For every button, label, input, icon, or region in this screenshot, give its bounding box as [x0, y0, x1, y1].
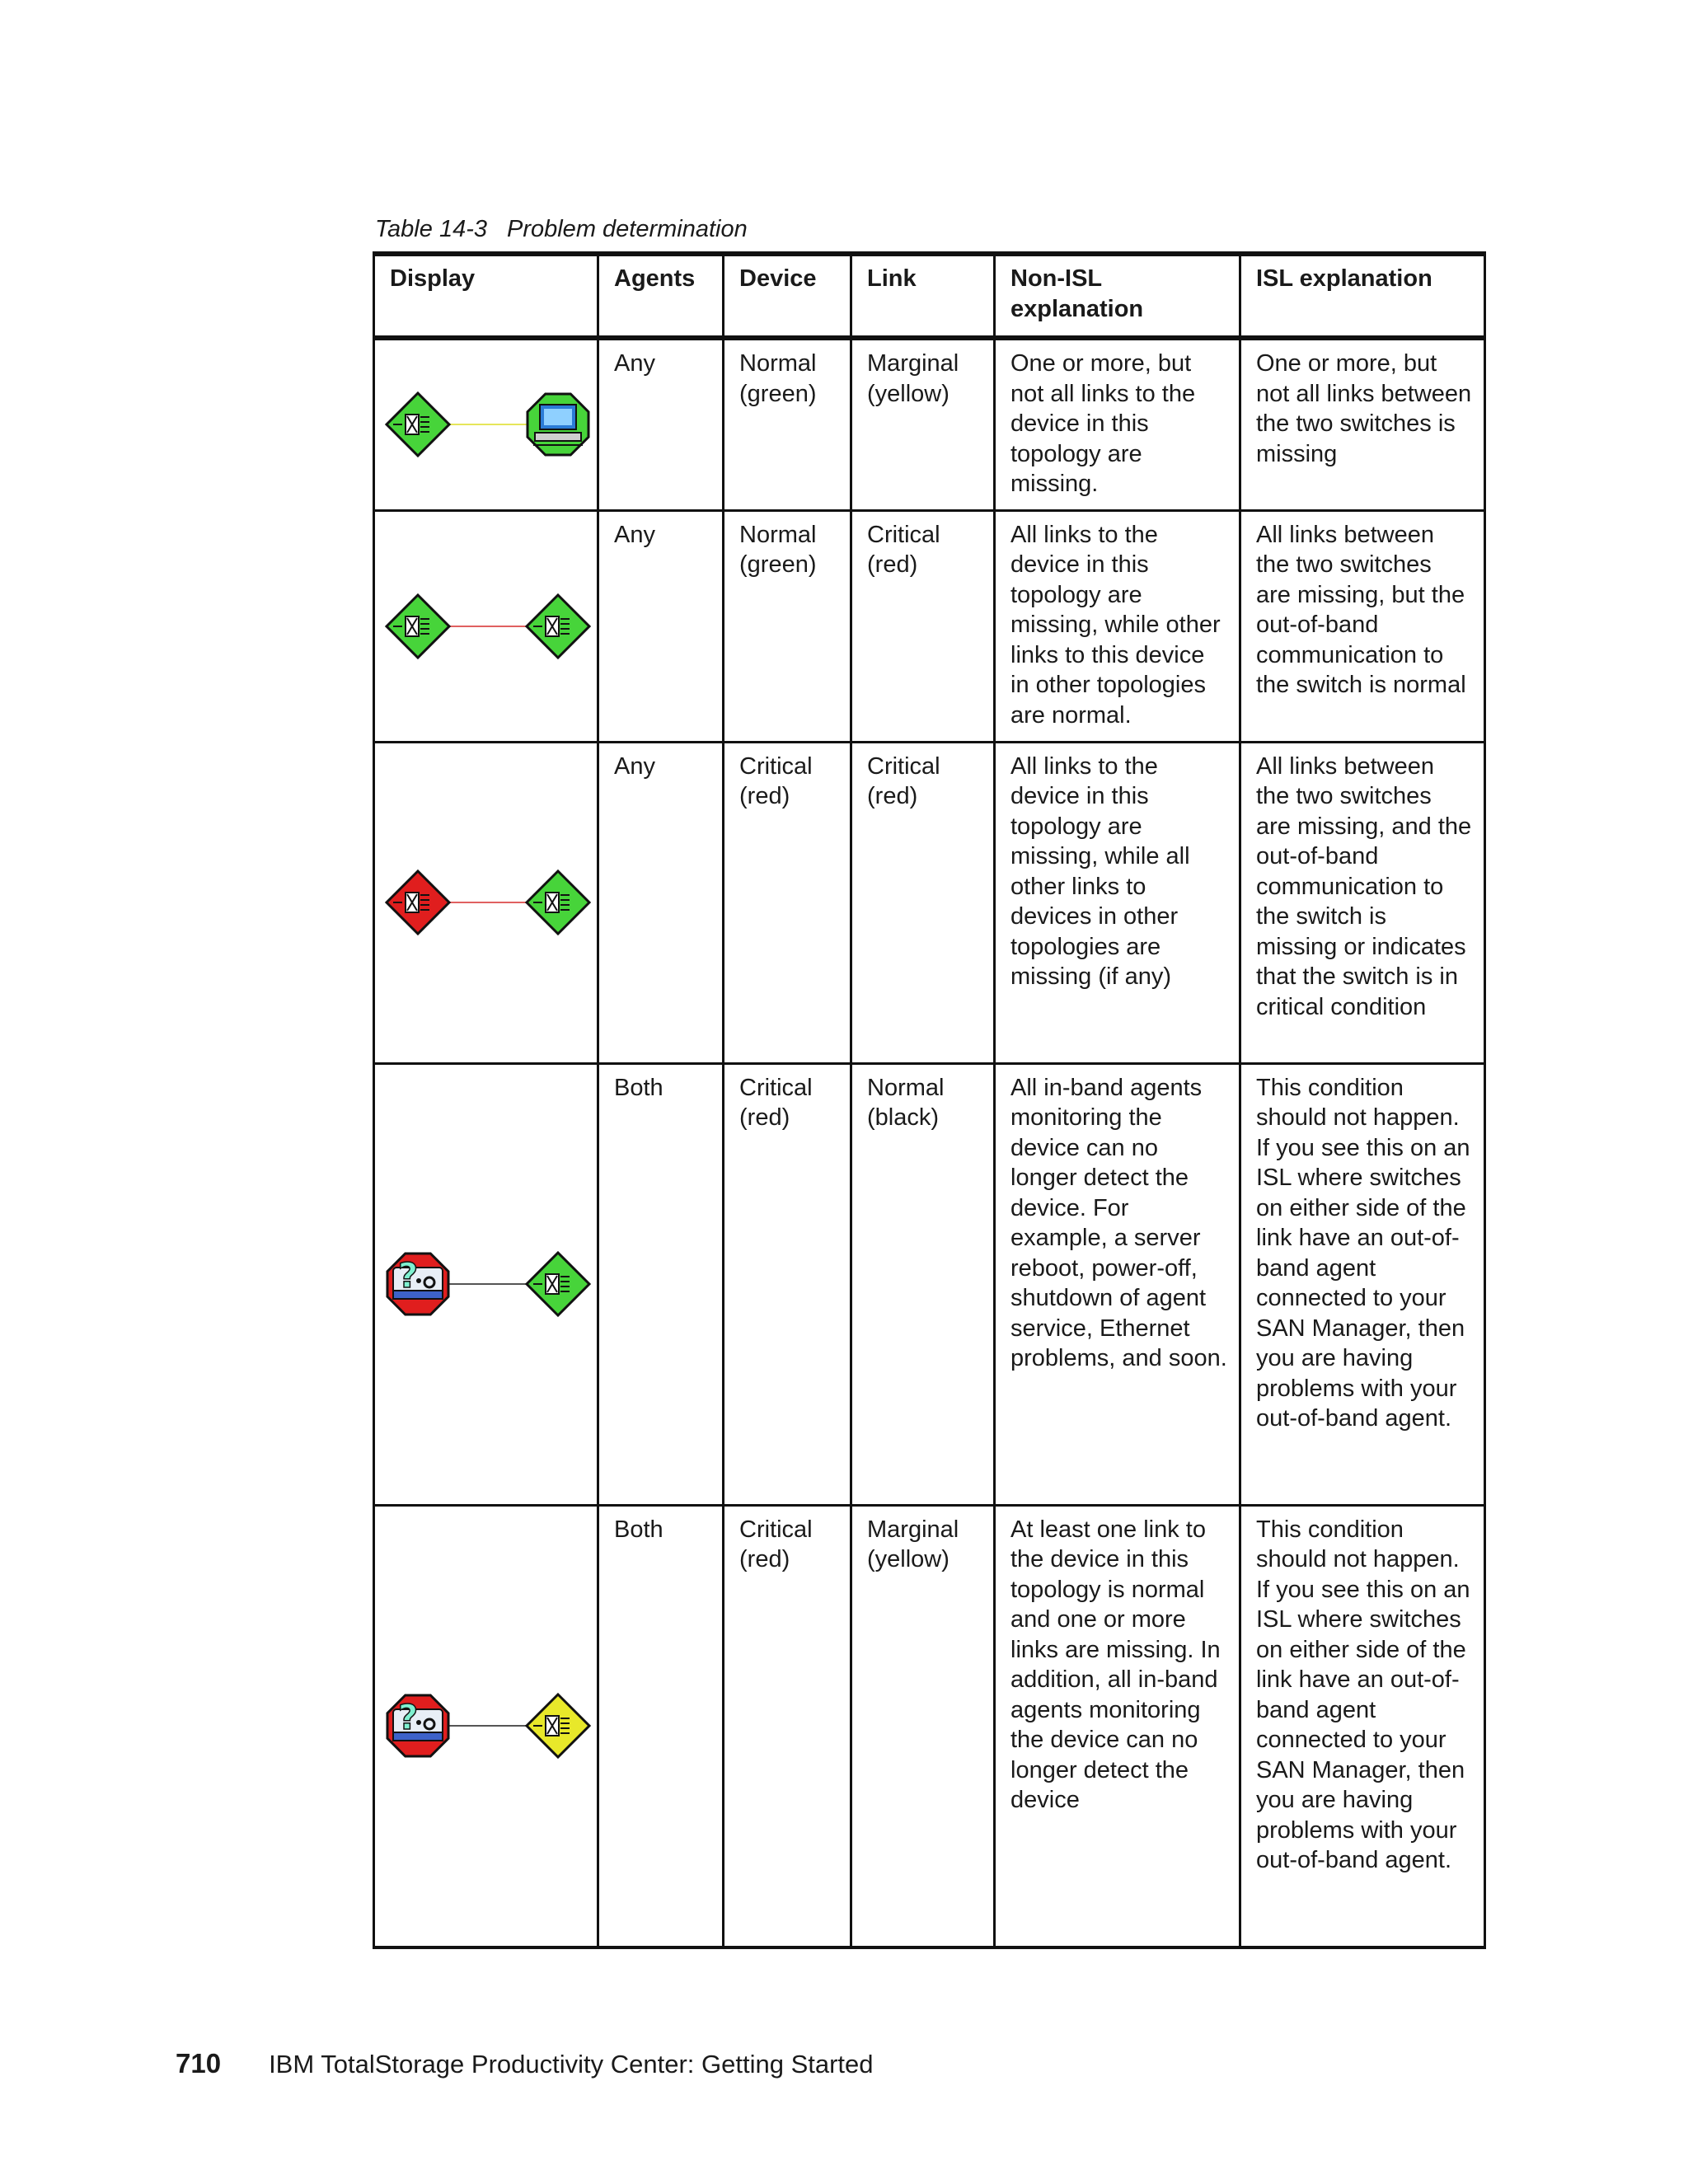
- agents-cell: Both: [598, 1063, 724, 1505]
- non-isl-cell: All in-band agents monitoring the device can no longer detect the device. For example, a server reboot, power-off, shutdown of agent service, Ethernet problems, and soon.: [995, 1063, 1240, 1505]
- agents-cell: Any: [598, 510, 724, 742]
- non-isl-cell: At least one link to the device in this topology is normal and one or more links are missing. In addition, all in-band agents monitoring the device can no longer detect the device: [995, 1505, 1240, 1947]
- table-caption: [375, 216, 748, 243]
- device-cell: Critical (red): [724, 742, 851, 1063]
- switch-icon: [527, 595, 589, 658]
- switch-icon: [387, 871, 449, 934]
- isl-cell: This condition should not happen. If you see this on an ISL where switches on either side of the link have an out-of-band agent connected to your SAN Manager, then you are having problems with your out-of-band agent.: [1240, 1505, 1485, 1947]
- switch-icon: [387, 393, 449, 456]
- header-agents: Agents: [598, 254, 724, 338]
- unknown-device-icon: [387, 1254, 448, 1315]
- unknown-device-icon: [387, 1695, 448, 1756]
- table-caption-title: Problem determination: [506, 216, 748, 242]
- isl-cell: All links between the two switches are missing, and the out-of-band communication to the switch is missing or indicates that the switch is in critical condition: [1240, 742, 1485, 1063]
- topology-display: [375, 581, 599, 672]
- table-caption-number: Table 14-3: [375, 216, 487, 242]
- display-cell: [374, 338, 598, 510]
- topology-display: [375, 1680, 599, 1771]
- device-cell: Critical (red): [724, 1063, 851, 1505]
- topology-display: [375, 1239, 599, 1329]
- header-device: Device: [724, 254, 851, 338]
- non-isl-cell: All links to the device in this topology are missing, while all other links to devices in other topologies are missing (if any): [995, 742, 1240, 1063]
- non-isl-cell: All links to the device in this topology are missing, while other links to this device in other topologies are normal.: [995, 510, 1240, 742]
- switch-icon: [527, 1694, 589, 1757]
- isl-cell: All links between the two switches are missing, but the out-of-band communication to the switch is normal: [1240, 510, 1485, 742]
- device-cell: Critical (red): [724, 1505, 851, 1947]
- agents-cell: Any: [598, 742, 724, 1063]
- link-cell: Critical (red): [851, 510, 995, 742]
- link-cell: Marginal (yellow): [851, 338, 995, 510]
- host-computer-icon: [528, 394, 588, 455]
- link-cell: Normal (black): [851, 1063, 995, 1505]
- display-cell: [374, 510, 598, 742]
- link-cell: Critical (red): [851, 742, 995, 1063]
- link-cell: Marginal (yellow): [851, 1505, 995, 1947]
- isl-cell: One or more, but not all links between the two switches is missing: [1240, 338, 1485, 510]
- page-number: 710: [176, 2048, 222, 2079]
- topology-display: [375, 857, 599, 948]
- problem-determination-table: [373, 251, 1486, 1949]
- page-footer: [176, 2048, 874, 2079]
- isl-cell: This condition should not happen. If you see this on an ISL where switches on either side of the link have an out-of-band agent connected to your SAN Manager, then you are having problems with your out-of-band agent.: [1240, 1063, 1485, 1505]
- header-display: Display: [374, 254, 598, 338]
- switch-icon: [527, 1253, 589, 1315]
- table-row: [374, 1505, 1485, 1947]
- device-cell: Normal (green): [724, 510, 851, 742]
- switch-icon: [387, 595, 449, 658]
- device-cell: Normal (green): [724, 338, 851, 510]
- non-isl-cell: One or more, but not all links to the device in this topology are missing.: [995, 338, 1240, 510]
- agents-cell: Any: [598, 338, 724, 510]
- table-row: [374, 742, 1485, 1063]
- display-cell: [374, 742, 598, 1063]
- table-header-row: [374, 254, 1485, 338]
- switch-icon: [527, 871, 589, 934]
- display-cell: [374, 1063, 598, 1505]
- table-row: [374, 1063, 1485, 1505]
- topology-display: [375, 379, 599, 470]
- table-row: [374, 510, 1485, 742]
- header-isl-explanation: ISL explanation: [1240, 254, 1485, 338]
- svg-text:?: ?: [397, 1697, 419, 1738]
- agents-cell: Both: [598, 1505, 724, 1947]
- book-title: IBM TotalStorage Productivity Center: Getting Started: [269, 2050, 874, 2079]
- table-row: [374, 338, 1485, 510]
- svg-text:?: ?: [397, 1255, 419, 1296]
- header-link: Link: [851, 254, 995, 338]
- header-non-isl-explanation: Non-ISL explanation: [995, 254, 1240, 338]
- display-cell: [374, 1505, 598, 1947]
